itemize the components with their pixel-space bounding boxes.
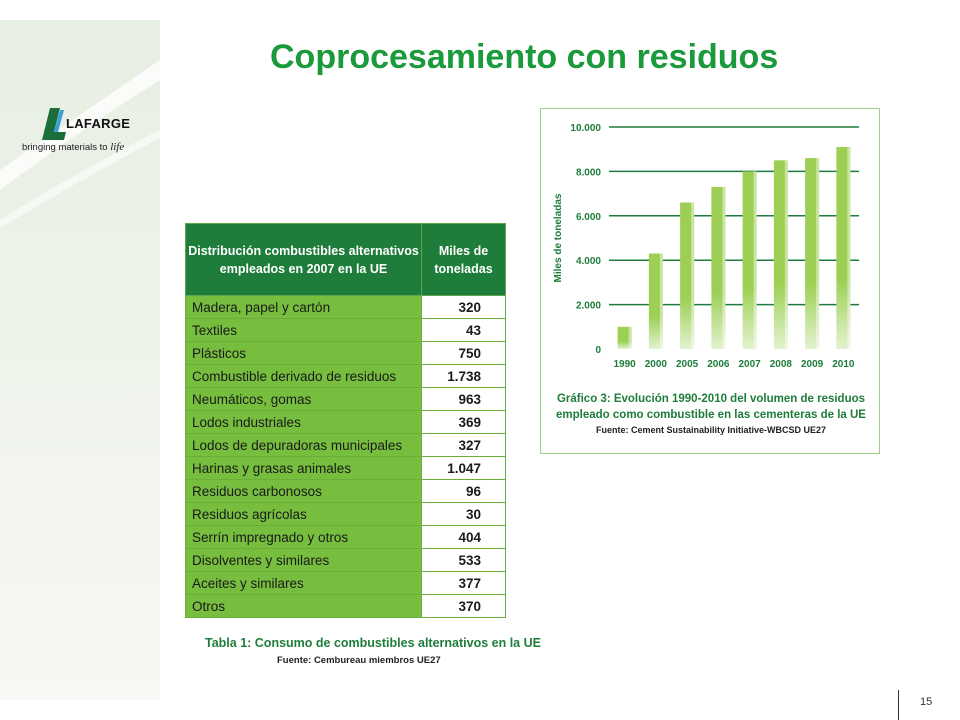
bar-highlight bbox=[754, 171, 757, 349]
bar-highlight bbox=[722, 187, 725, 349]
row-label: Residuos carbonosos bbox=[186, 480, 422, 503]
table-row bbox=[186, 411, 506, 434]
bar-highlight bbox=[816, 158, 819, 349]
row-value: 1.738 bbox=[422, 365, 506, 388]
side-panel bbox=[0, 20, 160, 700]
fuel-distribution-table-wrap bbox=[185, 223, 505, 618]
row-label: Disolventes y similares bbox=[186, 549, 422, 572]
row-value: 369 bbox=[422, 411, 506, 434]
row-label: Lodos industriales bbox=[186, 411, 422, 434]
y-tick-label: 4.000 bbox=[575, 256, 601, 268]
table-row bbox=[186, 480, 506, 503]
bar-highlight bbox=[629, 327, 632, 349]
row-label: Plásticos bbox=[186, 342, 422, 365]
bar-highlight bbox=[847, 147, 850, 349]
table-row bbox=[186, 457, 506, 480]
row-value: 327 bbox=[422, 434, 506, 457]
x-tick-label: 2005 bbox=[676, 359, 699, 370]
row-value: 370 bbox=[422, 595, 506, 618]
slide-title: Coprocesamiento con residuos bbox=[270, 38, 779, 76]
header-value: Miles de toneladas bbox=[422, 224, 506, 296]
x-tick-label: 2010 bbox=[832, 359, 855, 370]
tagline-accent: life bbox=[110, 141, 125, 153]
bar-highlight bbox=[660, 254, 663, 349]
row-label: Lodos de depuradoras municipales bbox=[186, 434, 422, 457]
chart-caption-line2: empleado como combustible en las cementeras de la UE bbox=[556, 409, 866, 421]
row-value: 30 bbox=[422, 503, 506, 526]
lafarge-mark-icon bbox=[42, 108, 66, 142]
chart-container bbox=[540, 108, 880, 454]
y-tick-label: 8.000 bbox=[575, 167, 601, 179]
row-value: 404 bbox=[422, 526, 506, 549]
row-label: Residuos agrícolas bbox=[186, 503, 422, 526]
row-label: Otros bbox=[186, 595, 422, 618]
chart-caption bbox=[541, 391, 881, 423]
table-row bbox=[186, 434, 506, 457]
table-header-row bbox=[186, 224, 506, 296]
table-row bbox=[186, 296, 506, 319]
x-tick-label: 2000 bbox=[644, 359, 667, 370]
chart-source: Fuente: Cement Sustainability Initiative-WBCSD UE27 bbox=[595, 425, 827, 435]
page-number: 15 bbox=[920, 696, 933, 708]
row-label: Combustible derivado de residuos bbox=[186, 365, 422, 388]
row-label: Serrín impregnado y otros bbox=[186, 526, 422, 549]
logo-brand: LAFARGE bbox=[66, 116, 131, 131]
table-row bbox=[186, 595, 506, 618]
y-tick-label: 0 bbox=[595, 345, 601, 356]
row-value: 1.047 bbox=[422, 457, 506, 480]
table-row bbox=[186, 549, 506, 572]
row-label: Neumáticos, gomas bbox=[186, 388, 422, 411]
row-value: 320 bbox=[422, 296, 506, 319]
row-label: Harinas y grasas animales bbox=[186, 457, 422, 480]
table-body bbox=[186, 296, 506, 618]
table-row bbox=[186, 388, 506, 411]
row-label: Madera, papel y cartón bbox=[186, 296, 422, 319]
row-value: 963 bbox=[422, 388, 506, 411]
table-caption: Tabla 1: Consumo de combustibles alternativos en la UE bbox=[205, 636, 541, 650]
x-tick-label: 2007 bbox=[738, 359, 761, 370]
row-label: Textiles bbox=[186, 319, 422, 342]
bar-highlight bbox=[785, 160, 788, 349]
page-number-divider bbox=[898, 690, 899, 720]
table-source: Fuente: Cembureau miembros UE27 bbox=[277, 655, 441, 666]
y-tick-label: 2.000 bbox=[575, 300, 601, 312]
table-row bbox=[186, 526, 506, 549]
table-row bbox=[186, 572, 506, 595]
y-tick-label: 10.000 bbox=[570, 123, 601, 134]
header-category: Distribución combustibles alternativos empleados en 2007 en la UE bbox=[186, 224, 422, 296]
logo-tagline bbox=[22, 141, 124, 153]
y-axis-label: Miles de toneladas bbox=[553, 193, 564, 283]
row-value: 96 bbox=[422, 480, 506, 503]
y-tick-label: 6.000 bbox=[575, 211, 601, 223]
row-value: 43 bbox=[422, 319, 506, 342]
x-tick-label: 1990 bbox=[613, 359, 636, 370]
row-value: 533 bbox=[422, 549, 506, 572]
table-row bbox=[186, 365, 506, 388]
x-tick-label: 2008 bbox=[769, 359, 792, 370]
table-row bbox=[186, 342, 506, 365]
row-value: 750 bbox=[422, 342, 506, 365]
row-label: Aceites y similares bbox=[186, 572, 422, 595]
x-tick-label: 2006 bbox=[707, 359, 730, 370]
fuel-distribution-table bbox=[185, 223, 506, 618]
bar-highlight bbox=[691, 202, 694, 349]
table-row bbox=[186, 319, 506, 342]
bar-chart bbox=[541, 109, 881, 389]
row-value: 377 bbox=[422, 572, 506, 595]
table-row bbox=[186, 503, 506, 526]
chart-caption-line1: Gráfico 3: Evolución 1990-2010 del volumen de residuos bbox=[556, 393, 866, 405]
tagline-text: bringing materials to bbox=[22, 142, 108, 153]
x-tick-label: 2009 bbox=[801, 359, 824, 370]
lafarge-logo bbox=[22, 108, 152, 158]
